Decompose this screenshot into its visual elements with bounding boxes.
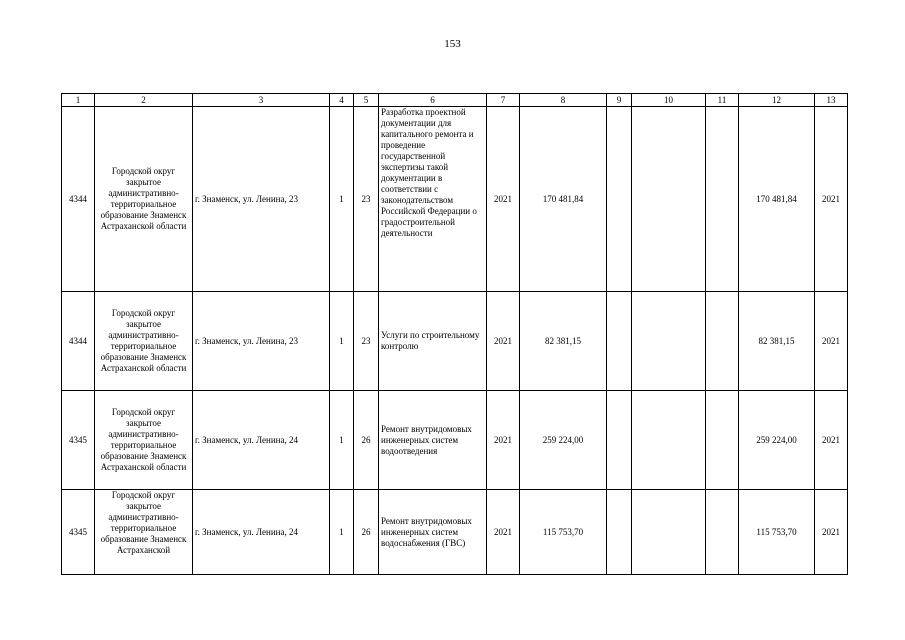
cell-address: г. Знаменск, ул. Ленина, 24 [193, 490, 330, 575]
cell-col11 [706, 490, 739, 575]
column-header: 13 [815, 94, 848, 107]
cell-col5: 26 [354, 490, 379, 575]
cell-object-id: 4345 [62, 391, 95, 490]
cell-year-end: 2021 [815, 490, 848, 575]
cell-col11 [706, 391, 739, 490]
column-header: 8 [520, 94, 607, 107]
cell-year: 2021 [487, 391, 520, 490]
column-header: 10 [632, 94, 706, 107]
cell-year: 2021 [487, 292, 520, 391]
table-row [62, 107, 848, 292]
cell-col5: 23 [354, 292, 379, 391]
column-header: 4 [330, 94, 354, 107]
page-number: 153 [444, 38, 461, 50]
column-header: 11 [706, 94, 739, 107]
table-row [62, 391, 848, 490]
column-header: 9 [607, 94, 632, 107]
column-header: 5 [354, 94, 379, 107]
cell-col10 [632, 391, 706, 490]
cell-year-end: 2021 [815, 107, 848, 292]
cell-cost-total: 259 224,00 [739, 391, 815, 490]
cell-col9 [607, 107, 632, 292]
cell-work-description: Услуги по строительному контролю [379, 292, 487, 391]
cell-cost-total: 115 753,70 [739, 490, 815, 575]
column-header: 6 [379, 94, 487, 107]
cell-col4: 1 [330, 107, 354, 292]
cell-col9 [607, 391, 632, 490]
cell-col5: 23 [354, 107, 379, 292]
cell-col11 [706, 107, 739, 292]
column-header: 3 [193, 94, 330, 107]
cell-object-id: 4344 [62, 107, 95, 292]
cell-cost: 115 753,70 [520, 490, 607, 575]
cell-address: г. Знаменск, ул. Ленина, 24 [193, 391, 330, 490]
cell-col9 [607, 292, 632, 391]
cell-year-end: 2021 [815, 292, 848, 391]
cell-year: 2021 [487, 490, 520, 575]
column-header: 12 [739, 94, 815, 107]
cell-object-id: 4345 [62, 490, 95, 575]
cell-cost: 82 381,15 [520, 292, 607, 391]
cell-cost: 259 224,00 [520, 391, 607, 490]
table-row [62, 490, 848, 575]
cell-col11 [706, 292, 739, 391]
cell-object-id: 4344 [62, 292, 95, 391]
cell-work-description: Разработка проектной документации для капитального ремонта и проведение государственной экспертизы такой документации в соответствии с законодательством Российской Федерации о градостроительной деятельности [379, 107, 487, 292]
cell-col4: 1 [330, 391, 354, 490]
cell-cost-total: 170 481,84 [739, 107, 815, 292]
header-row [62, 94, 848, 107]
cell-col10 [632, 107, 706, 292]
cell-year: 2021 [487, 107, 520, 292]
cell-year-end: 2021 [815, 391, 848, 490]
cell-work-description: Ремонт внутридомовых инженерных систем водоснабжения (ГВС) [379, 490, 487, 575]
column-header: 2 [95, 94, 193, 107]
cell-address: г. Знаменск, ул. Ленина, 23 [193, 107, 330, 292]
cell-municipality: Городской округ закрытое административно-территориальное образование Знаменск Астраханской области [95, 292, 193, 391]
cell-cost-total: 82 381,15 [739, 292, 815, 391]
cell-col4: 1 [330, 292, 354, 391]
table-row [62, 292, 848, 391]
cell-col10 [632, 490, 706, 575]
cell-municipality: Городской округ закрытое административно-территориальное образование Знаменск Астраханской области [95, 107, 193, 292]
cell-municipality: Городской округ закрытое административно-территориальное образование Знаменск Астраханской [95, 490, 193, 575]
cell-col10 [632, 292, 706, 391]
cell-col5: 26 [354, 391, 379, 490]
cell-address: г. Знаменск, ул. Ленина, 23 [193, 292, 330, 391]
column-header: 7 [487, 94, 520, 107]
cell-work-description: Ремонт внутридомовых инженерных систем водоотведения [379, 391, 487, 490]
cell-col9 [607, 490, 632, 575]
column-header: 1 [62, 94, 95, 107]
cell-cost: 170 481,84 [520, 107, 607, 292]
cell-col4: 1 [330, 490, 354, 575]
cell-municipality: Городской округ закрытое административно-территориальное образование Знаменск Астраханской области [95, 391, 193, 490]
register-table [61, 93, 848, 575]
